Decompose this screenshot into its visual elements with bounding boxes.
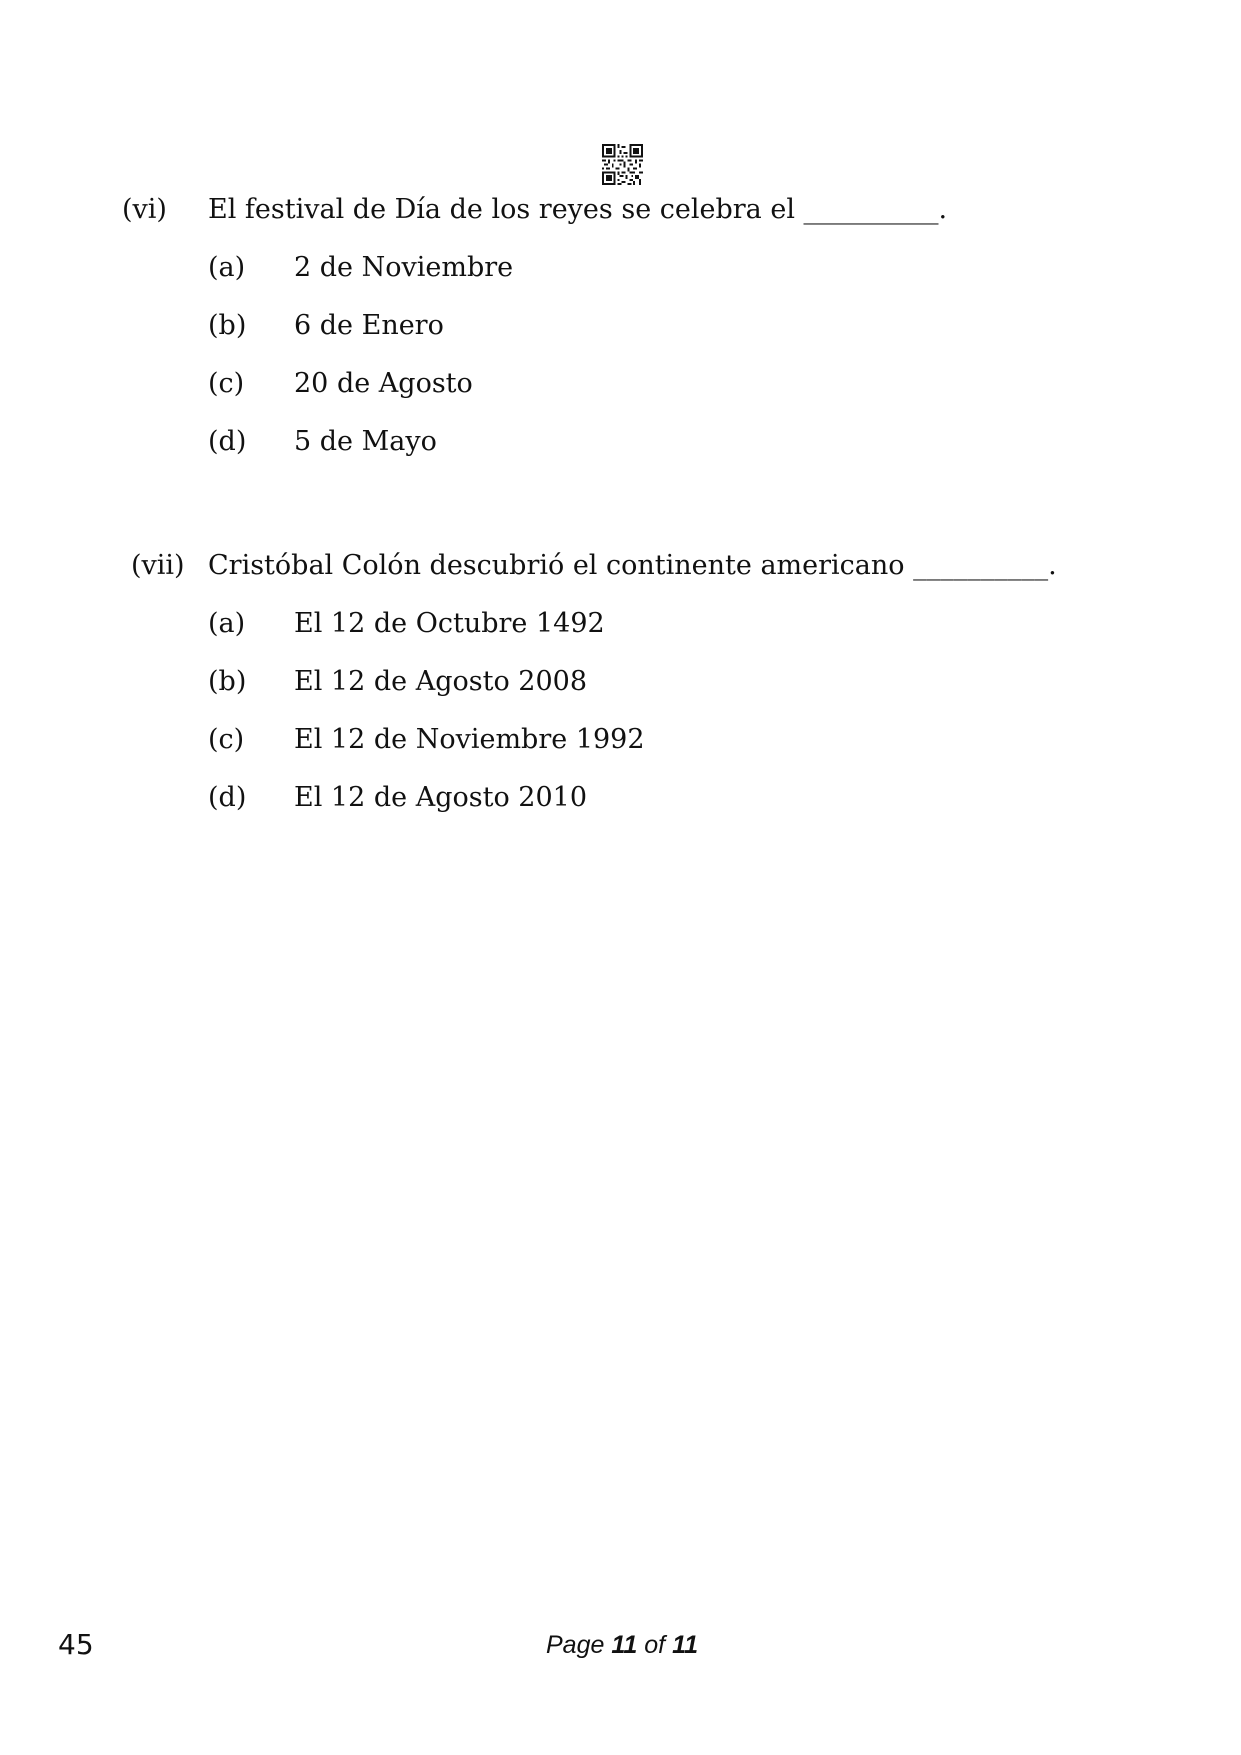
option-letter: (a) xyxy=(208,252,246,283)
option-c xyxy=(0,724,1241,760)
page-word: Page xyxy=(546,1631,605,1659)
option-b xyxy=(0,666,1241,702)
option-d xyxy=(0,782,1241,818)
option-text: El 12 de Agosto 2010 xyxy=(294,782,588,813)
option-letter: (c) xyxy=(208,368,245,399)
option-text: 20 de Agosto xyxy=(294,368,473,399)
question-number: (vi) xyxy=(122,194,167,225)
option-text: 5 de Mayo xyxy=(294,426,437,457)
option-text: 6 de Enero xyxy=(294,310,444,341)
question-number: (vii) xyxy=(131,550,185,581)
current-page: 11 xyxy=(611,1631,638,1659)
option-letter: (a) xyxy=(208,608,246,639)
option-a xyxy=(0,608,1241,644)
question-text: Cristóbal Colón descubrió el continente americano __________. xyxy=(208,550,1057,581)
option-a xyxy=(0,252,1241,288)
option-c xyxy=(0,368,1241,404)
qr-code-icon xyxy=(602,144,643,185)
page-indicator xyxy=(546,1628,698,1662)
question-text: El festival de Día de los reyes se celebra el __________. xyxy=(208,194,948,225)
option-letter: (d) xyxy=(208,782,247,813)
option-text: El 12 de Agosto 2008 xyxy=(294,666,588,697)
total-pages: 11 xyxy=(672,1631,699,1659)
option-text: El 12 de Noviembre 1992 xyxy=(294,724,645,755)
option-b xyxy=(0,310,1241,346)
option-d xyxy=(0,426,1241,462)
of-word: of xyxy=(644,1631,666,1659)
paper-code: 45 xyxy=(58,1628,94,1661)
option-letter: (b) xyxy=(208,666,247,697)
option-text: 2 de Noviembre xyxy=(294,252,514,283)
option-letter: (d) xyxy=(208,426,247,457)
option-letter: (b) xyxy=(208,310,247,341)
option-text: El 12 de Octubre 1492 xyxy=(294,608,605,639)
option-letter: (c) xyxy=(208,724,245,755)
